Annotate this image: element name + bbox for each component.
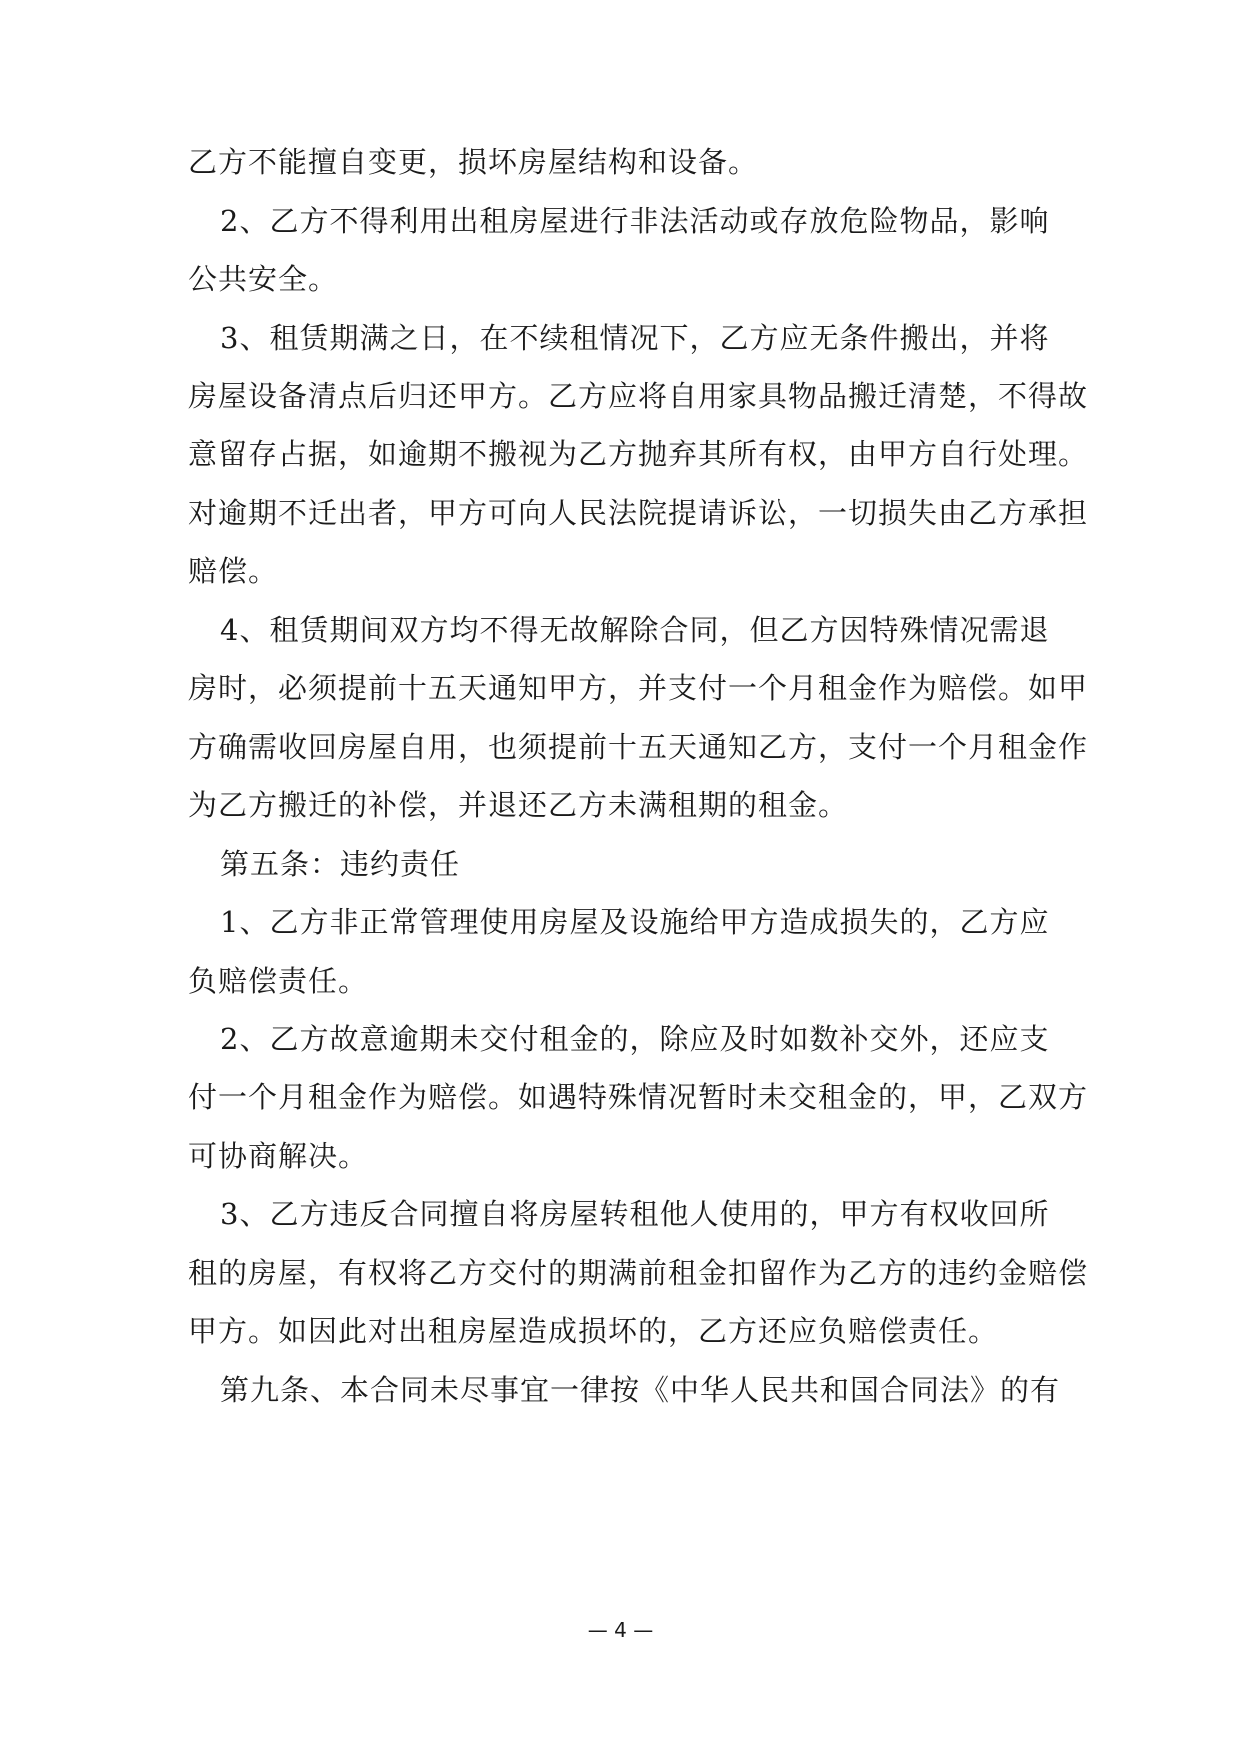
text-line: 公共安全。 [188,262,339,296]
text-line: 房时，必须提前十五天通知甲方，并支付一个月租金作为赔偿。如甲 [188,671,1089,705]
text-line: 2、乙方不得利用出租房屋进行非法活动或存放危险物品，影响 [220,204,1050,238]
text-line: 4、租赁期间双方均不得无故解除合同，但乙方因特殊情况需退 [220,613,1050,647]
text-line: 负赔偿责任。 [188,964,369,998]
text-line: 甲方。如因此对出租房屋造成损坏的，乙方还应负赔偿责任。 [188,1314,999,1348]
text-line: 房屋设备清点后归还甲方。乙方应将自用家具物品搬迁清楚，不得故 [188,379,1089,413]
text-line: 付一个月租金作为赔偿。如遇特殊情况暂时未交租金的，甲，乙双方 [188,1080,1089,1114]
text-line: 为乙方搬迁的补偿，并退还乙方未满租期的租金。 [188,788,849,822]
text-line: 可协商解决。 [188,1139,369,1173]
text-line: 1、乙方非正常管理使用房屋及设施给甲方造成损失的，乙方应 [220,905,1050,939]
text-line: 方确需收回房屋自用，也须提前十五天通知乙方，支付一个月租金作 [188,730,1089,764]
text-line: 租的房屋，有权将乙方交付的期满前租金扣留作为乙方的违约金赔偿 [188,1256,1089,1290]
text-line: 乙方不能擅自变更，损坏房屋结构和设备。 [188,145,759,179]
section-heading: 第五条：违约责任 [220,847,461,881]
text-line: 对逾期不迁出者，甲方可向人民法院提请诉讼，一切损失由乙方承担 [188,496,1089,530]
page-number: — 4 — [587,1618,654,1642]
text-line: 3、租赁期满之日，在不续租情况下，乙方应无条件搬出，并将 [220,321,1050,355]
text-line: 第九条、本合同未尽事宜一律按《中华人民共和国合同法》的有 [220,1373,1061,1407]
text-line: 赔偿。 [188,554,279,588]
text-line: 意留存占据，如逾期不搬视为乙方抛弃其所有权，由甲方自行处理。 [188,437,1089,471]
text-line: 2、乙方故意逾期未交付租金的，除应及时如数补交外，还应支 [220,1022,1050,1056]
text-line: 3、乙方违反合同擅自将房屋转租他人使用的，甲方有权收回所 [220,1197,1050,1231]
